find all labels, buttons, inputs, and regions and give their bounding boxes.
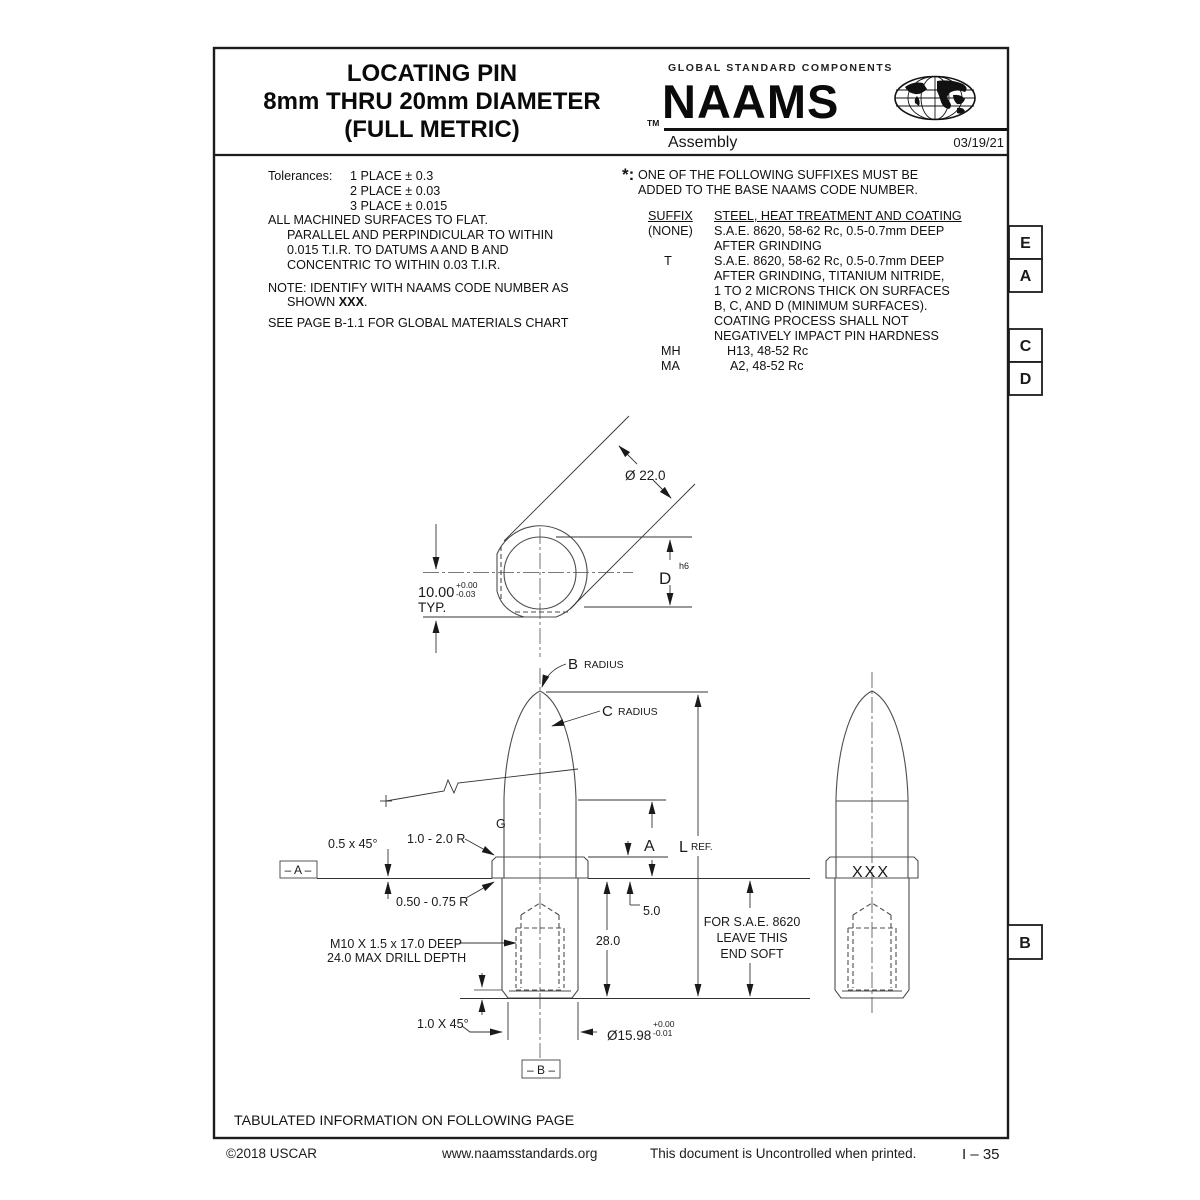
surface-note-line3: 0.015 T.I.R. TO DATUMS A AND B AND — [287, 242, 509, 257]
code-stamp-xxx: XXX — [851, 864, 891, 881]
id-note-line2: SHOWN XXX. — [287, 295, 368, 310]
dim-l-ref: REF. — [691, 842, 713, 853]
uncontrolled-note: This document is Uncontrolled when printed. — [650, 1146, 917, 1161]
dim-10-typ: TYP. — [418, 600, 447, 615]
dim-10-tol-plus: +0.00 — [456, 580, 478, 590]
soft-note-line2: LEAVE THIS — [716, 931, 788, 945]
dim-a-label: A — [644, 838, 655, 855]
b-radius-word: RADIUS — [584, 659, 624, 671]
dim-d-fit: h6 — [679, 561, 690, 571]
zone-box-a: A — [1019, 268, 1032, 285]
table-row: MH H13, 48-52 Rc — [661, 344, 809, 358]
copyright: ©2018 USCAR — [226, 1146, 317, 1161]
zone-box-c: C — [1019, 338, 1032, 355]
front-view — [492, 668, 588, 1058]
tabulated-note: TABULATED INFORMATION ON FOLLOWING PAGE — [234, 1113, 575, 1129]
side-view — [826, 672, 918, 1014]
thread-note-line1: M10 X 1.5 x 17.0 DEEP — [330, 937, 463, 951]
b-radius-letter: B — [568, 656, 579, 673]
dim-28-label: 28.0 — [595, 934, 621, 948]
zone-box-e: E — [1020, 235, 1031, 252]
logo-rule — [664, 128, 1007, 131]
table-row: T S.A.E. 8620, 58-62 Rc, 0.5-0.7mm DEEP AFTER GRINDING, TITANIUM NITRIDE, 1 TO 2 MICRONS THICK ON SURFACES B, C, AND D (MINIMUM SURFACES). COATING PROCESS SHALL NOT NEGATIVELY IMPACT PIN HARDNESS — [664, 254, 950, 343]
title-line2: 8mm THRU 20mm DIAMETER — [263, 88, 601, 115]
table-row: (NONE) S.A.E. 8620, 58-62 Rc, 0.5-0.7mm DEEP AFTER GRINDING — [648, 224, 945, 253]
flange-outline — [497, 526, 587, 617]
naams-logo-block — [646, 60, 1008, 160]
suffix-intro-line1: ONE OF THE FOLLOWING SUFFIXES MUST BE — [638, 168, 919, 182]
surface-note-line1: ALL MACHINED SURFACES TO FLAT. — [268, 213, 488, 228]
radius-1020-dim: 1.0 - 2.0 R — [407, 832, 466, 846]
logo-wordmark: NAAMS — [662, 75, 840, 128]
zone-box-d: D — [1019, 371, 1032, 388]
revision-date: 03/19/21 — [953, 135, 1004, 150]
surface-note-line4: CONCENTRIC TO WITHIN 0.03 T.I.R. — [287, 257, 501, 272]
tolerance-2-place: 2 PLACE ± 0.03 — [350, 183, 441, 198]
thread-note-line2: 24.0 MAX DRILL DEPTH — [327, 951, 467, 965]
soft-note-line1: FOR S.A.E. 8620 — [703, 915, 801, 929]
suffix-table — [648, 209, 1002, 374]
zone-box-b: B — [1019, 935, 1031, 952]
globe-icon — [893, 75, 977, 121]
soft-note-line3: END SOFT — [720, 947, 784, 961]
suffix-col-header: SUFFIX — [648, 209, 693, 223]
logo-tagline: GLOBAL STANDARD COMPONENTS — [668, 62, 893, 74]
g-surface-label: G — [496, 817, 506, 831]
id-note-line1: NOTE: IDENTIFY WITH NAAMS CODE NUMBER AS — [268, 280, 569, 295]
dim-5-label: 5.0 — [643, 904, 661, 918]
front-view-dimensions — [280, 664, 810, 1078]
title-line3: (FULL METRIC) — [344, 116, 520, 143]
title-line1: LOCATING PIN — [346, 60, 518, 87]
treatment-col-header: STEEL, HEAT TREATMENT AND COATING — [714, 209, 962, 223]
chamfer-05-dim: 0.5 x 45° — [328, 837, 378, 851]
dia-1598-tol-plus: +0.00 — [653, 1019, 675, 1029]
top-view — [423, 526, 633, 657]
top-view-dimensions — [423, 416, 695, 653]
dia-1598-dim: Ø15.98 — [607, 1028, 652, 1043]
dim-10-tol-minus: -0.03 — [456, 589, 476, 599]
suffix-section — [622, 165, 1002, 374]
tolerance-3-place: 3 PLACE ± 0.015 — [350, 198, 448, 213]
chamfer-10-dim: 1.0 X 45° — [417, 1017, 469, 1031]
page-number: I – 35 — [962, 1146, 1000, 1163]
code-placeholder: XXX — [338, 295, 364, 310]
datum-b-flag: – B – — [526, 1063, 556, 1077]
dim-d: D — [659, 569, 672, 588]
c-radius-word: RADIUS — [618, 706, 658, 718]
c-radius-letter: C — [602, 703, 613, 720]
general-notes — [268, 169, 628, 331]
datum-a-flag: – A – — [284, 863, 312, 877]
title-block — [214, 60, 650, 144]
table-row: MA A2, 48-52 Rc — [661, 359, 804, 373]
website-url: www.naamsstandards.org — [442, 1146, 598, 1161]
dim-10: 10.00 — [418, 585, 455, 601]
tolerance-1-place: 1 PLACE ± 0.3 — [350, 169, 434, 183]
dim-l-label: L — [679, 839, 688, 856]
tolerances-label: Tolerances: — [268, 169, 333, 183]
trademark-symbol: TM — [647, 118, 660, 128]
surface-note-line2: PARALLEL AND PERPINDICULAR TO WITHIN — [287, 228, 554, 243]
zone-boxes — [1008, 226, 1042, 959]
asterisk-marker: *: — [622, 165, 635, 184]
suffix-intro-line2: ADDED TO THE BASE NAAMS CODE NUMBER. — [638, 183, 918, 197]
dia-1598-tol-minus: -0.01 — [653, 1028, 673, 1038]
logo-category: Assembly — [668, 134, 738, 151]
materials-note: SEE PAGE B-1.1 FOR GLOBAL MATERIALS CHART — [268, 316, 569, 331]
radius-5075-dim: 0.50 - 0.75 R — [396, 895, 469, 909]
dia-22-dim: Ø 22.0 — [625, 468, 666, 483]
